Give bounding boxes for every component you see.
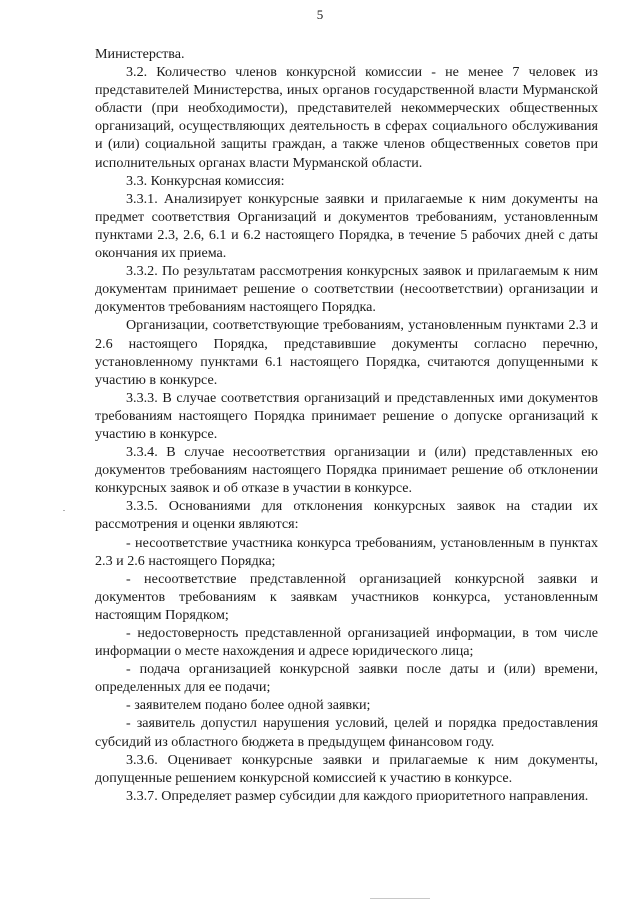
- page-number: 5: [316, 7, 324, 22]
- scan-artifact: [63, 510, 65, 511]
- list-item-rejection-reason: - подача организацией конкурсной заявки после даты и (или) времени, определенных для ее подачи;: [95, 661, 598, 696]
- paragraph-admitted-organizations: Организации, соответствующие требованиям, установленным пунктами 2.3 и 2.6 настоящего Порядка, представившие документы согласно перечню, установленному пунктами 6.1 настоящего Порядка, считаются допущенными к участию в конкурсе.: [95, 317, 598, 388]
- paragraph-3-3-5: 3.3.5. Основаниями для отклонения конкурсных заявок на стадии их рассмотрения и оценки являются:: [95, 498, 598, 533]
- list-item-rejection-reason: - несоответствие участника конкурса требованиям, установленным в пунктах 2.3 и 2.6 настоящего Порядка;: [95, 534, 598, 569]
- list-item-rejection-reason: - недостоверность представленной организацией информации, в том числе информации о месте нахождения и адресе юридического лица;: [95, 625, 598, 660]
- paragraph-3-2: 3.2. Количество членов конкурсной комиссии - не менее 7 человек из представителей Министерства, иных органов государственной власти Мурманской области (при необходимости), представителей некоммерческих общественных организаций, осуществляющих деятельность в сферах социального обслуживания и (или) социальной защиты граждан, а также членов общественных советов при исполнительных органах власти Мурманской области.: [95, 64, 598, 171]
- list-item-rejection-reason: - заявителем подано более одной заявки;: [126, 697, 371, 714]
- document-body: [95, 45, 598, 805]
- scan-artifact: [370, 898, 430, 899]
- paragraph-continuation: Министерства.: [95, 46, 185, 62]
- paragraph-3-3-7: 3.3.7. Определяет размер субсидии для каждого приоритетного направления.: [126, 787, 589, 804]
- paragraph-3-3-4: 3.3.4. В случае несоответствия организации и (или) представленных ею документов требованиям настоящего Порядка принимает решение об отклонении конкурсных заявок и об отказе в участии в конкурсе.: [95, 444, 598, 497]
- paragraph-3-3-3: 3.3.3. В случае соответствия организаций и представленных ими документов требованиям настоящего Порядка принимает решение о допуске организаций к участию в конкурсе.: [95, 389, 598, 442]
- list-item-rejection-reason: - заявитель допустил нарушения условий, целей и порядка предоставления субсидий из областного бюджета в предыдущем финансовом году.: [95, 715, 598, 750]
- list-item-rejection-reason: - несоответствие представленной организацией конкурсной заявки и документов требованиям к заявкам участников конкурса, установленным настоящим Порядком;: [95, 570, 598, 623]
- paragraph-3-3-6: 3.3.6. Оценивает конкурсные заявки и прилагаемые к ним документы, допущенные решением конкурсной комиссией к участию в конкурсе.: [95, 751, 598, 786]
- paragraph-3-3-1: 3.3.1. Анализирует конкурсные заявки и прилагаемые к ним документы на предмет соответствия Организаций и документов требованиям, установленным пунктами 2.3, 2.6, 6.1 и 6.2 настоящего Порядка, в течение 5 рабочих дней с даты окончания их приема.: [95, 190, 598, 262]
- paragraph-3-3: 3.3. Конкурсная комиссия:: [126, 172, 285, 189]
- paragraph-3-3-2: 3.3.2. По результатам рассмотрения конкурсных заявок и прилагаемым к ним документам принимает решение о соответствии (несоответствии) организации и документов требованиям настоящего Порядка.: [95, 263, 598, 316]
